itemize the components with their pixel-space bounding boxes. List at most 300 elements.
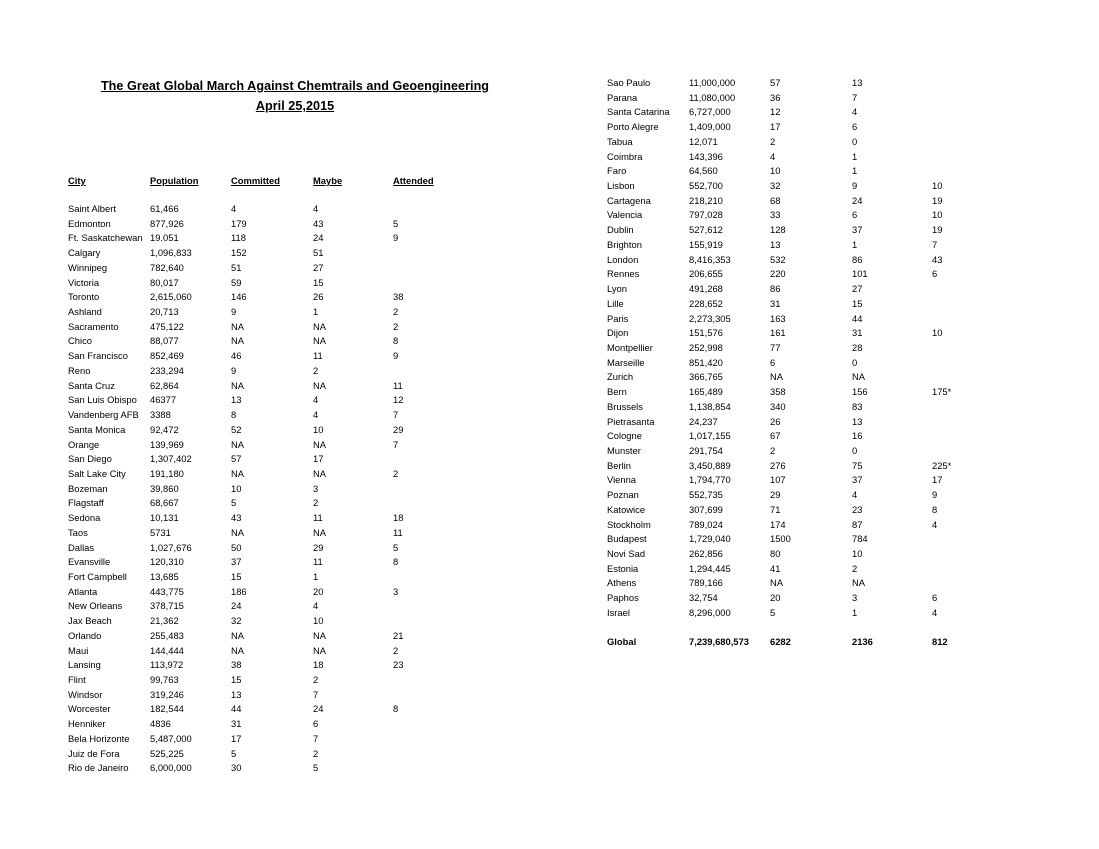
- cell-attended: 10: [932, 327, 943, 339]
- cell-committed: 31: [770, 297, 781, 309]
- cell-committed: 4: [231, 203, 237, 214]
- cell-committed: 52: [231, 423, 242, 435]
- cell-city: Valencia: [607, 209, 643, 221]
- cell-population: 6,727,000: [689, 106, 731, 118]
- cell-committed: 57: [770, 77, 781, 88]
- cell-maybe: 2: [313, 747, 319, 759]
- cell-city: Evansville: [68, 556, 111, 568]
- cell-city: Estonia: [607, 562, 639, 574]
- cell-city: Budapest: [607, 533, 647, 545]
- cell-city: Windsor: [68, 688, 103, 700]
- cell-attended: 2: [393, 467, 399, 479]
- cell-city: Paphos: [607, 592, 639, 604]
- cell-city: Berlin: [607, 459, 631, 471]
- cell-population: 851,420: [689, 356, 723, 368]
- cell-population: 291,754: [689, 444, 723, 456]
- cell-maybe: 5: [313, 762, 319, 774]
- cell-city: Rennes: [607, 268, 640, 280]
- cell-city: Athens: [607, 577, 637, 589]
- cell-population: 46377: [150, 394, 177, 406]
- cell-maybe: 17: [313, 453, 324, 465]
- cell-population: 443,775: [150, 585, 184, 597]
- cell-city: San Francisco: [68, 350, 128, 362]
- cell-population: 182,544: [150, 703, 184, 715]
- cell-committed: NA: [231, 644, 245, 656]
- cell-committed: 30: [231, 762, 242, 774]
- cell-maybe: 11: [313, 556, 323, 568]
- cell-population: 5731: [150, 526, 171, 538]
- cell-committed: 10: [231, 482, 242, 494]
- cell-city: Dublin: [607, 224, 634, 236]
- cell-city: Brussels: [607, 400, 643, 412]
- cell-committed: 57: [231, 453, 242, 465]
- cell-population: 21,362: [150, 615, 179, 627]
- cell-committed: 32: [770, 180, 781, 192]
- cell-population: 797,028: [689, 209, 723, 221]
- cell-population: 10,131: [150, 512, 179, 524]
- cell-committed: 118: [231, 232, 246, 244]
- cell-city: Lyon: [607, 283, 627, 295]
- cell-committed: 146: [231, 291, 247, 303]
- cell-committed: 340: [770, 400, 786, 412]
- cell-attended: 2: [393, 644, 399, 656]
- cell-maybe: 0: [852, 444, 858, 456]
- cell-maybe: 24: [313, 232, 324, 244]
- cell-city: San Diego: [68, 453, 112, 465]
- cell-population: 525,225: [150, 747, 184, 759]
- cell-maybe: 784: [852, 533, 868, 545]
- cell-maybe: 7: [313, 732, 319, 744]
- cell-maybe: 51: [313, 247, 324, 259]
- cell-attended: 7: [932, 238, 938, 250]
- cell-attended: 21: [393, 629, 404, 641]
- cell-attended: 2: [393, 306, 399, 318]
- cell-maybe: 9: [852, 180, 858, 192]
- cell-city: Edmonton: [68, 217, 111, 229]
- cell-committed: 107: [770, 474, 786, 486]
- cell-committed: 44: [231, 703, 242, 715]
- cell-committed: 67: [770, 430, 781, 442]
- cell-committed: 29: [770, 489, 781, 501]
- cell-maybe: NA: [852, 577, 866, 589]
- cell-committed: 5: [770, 606, 776, 618]
- cell-committed: NA: [770, 577, 784, 589]
- cell-committed: 20: [770, 592, 781, 604]
- cell-city: Vandenberg AFB: [68, 409, 139, 421]
- cell-city: Coimbra: [607, 150, 643, 162]
- cell-maybe: 11: [313, 350, 323, 362]
- cell-population: 92,472: [150, 423, 179, 435]
- cell-population: 552,735: [689, 489, 723, 501]
- cell-maybe: 3: [313, 482, 319, 494]
- cell-maybe: 101: [852, 268, 868, 280]
- cell-population: 20,713: [150, 306, 179, 318]
- column-header-committed: Committed: [231, 175, 280, 186]
- cell-committed: 13: [231, 688, 242, 700]
- cell-maybe: 0: [852, 135, 858, 147]
- cell-attended: 17: [932, 474, 943, 486]
- cell-population: 88,077: [150, 335, 179, 347]
- cell-population: 206,655: [689, 268, 723, 280]
- cell-population: 3388: [150, 409, 171, 421]
- cell-population: 1,729,040: [689, 533, 731, 545]
- cell-attended: 10: [932, 180, 943, 192]
- cell-city: Flagstaff: [68, 497, 104, 509]
- page-title: [60, 76, 530, 96]
- cell-committed: 532: [770, 253, 786, 265]
- cell-population: 255,483: [150, 629, 184, 641]
- cell-population: 113,972: [150, 659, 184, 671]
- cell-maybe: NA: [313, 320, 327, 332]
- cell-committed: 43: [231, 512, 242, 524]
- cell-maybe: 1: [852, 238, 858, 250]
- cell-committed: 163: [770, 312, 786, 324]
- cell-population: 191,180: [150, 467, 184, 479]
- cell-attended: 5: [393, 217, 399, 229]
- cell-attended: 7: [393, 409, 399, 421]
- cell-attended: 10: [932, 209, 943, 221]
- cell-population: 8,416,353: [689, 253, 731, 265]
- cell-city: San Luis Obispo: [68, 394, 137, 406]
- cell-committed: 24: [231, 600, 242, 612]
- cell-population: 12,071: [689, 135, 718, 147]
- cell-population: 2,615,060: [150, 291, 192, 303]
- cell-city: Taos: [68, 526, 88, 538]
- cell-committed: 46: [231, 350, 242, 362]
- cell-city: Worcester: [68, 703, 111, 715]
- cell-city: Fort Campbell: [68, 570, 127, 582]
- cell-population: 143,396: [689, 150, 723, 162]
- cell-attended: 23: [393, 659, 404, 671]
- cell-city: Brighton: [607, 238, 642, 250]
- cell-attended: 8: [393, 556, 399, 568]
- cell-city: Poznan: [607, 489, 639, 501]
- cell-committed: 12: [770, 106, 781, 118]
- cell-maybe: NA: [313, 438, 327, 450]
- cell-population: 1,294,445: [689, 562, 731, 574]
- cell-committed: 38: [231, 659, 242, 671]
- cell-city: Sao Paulo: [607, 77, 651, 88]
- cell-committed: 32: [231, 615, 242, 627]
- cell-city: Sedona: [68, 512, 101, 524]
- cell-attended: 12: [393, 394, 404, 406]
- cell-maybe: 37: [852, 474, 863, 486]
- cell-committed: 4: [770, 150, 776, 162]
- cell-population: 475,122: [150, 320, 184, 332]
- cell-maybe: NA: [313, 644, 327, 656]
- cell-city: Lisbon: [607, 180, 635, 192]
- cell-committed: 5: [231, 747, 237, 759]
- cell-city: Santa Cruz: [68, 379, 115, 391]
- cell-attended: 175*: [932, 386, 952, 398]
- cell-maybe: NA: [313, 467, 327, 479]
- cell-population: 11,000,000: [689, 77, 736, 88]
- cell-attended: 9: [393, 350, 399, 362]
- cell-committed: 15: [231, 570, 242, 582]
- cell-population: 1,307,402: [150, 453, 192, 465]
- cell-maybe: 6: [313, 718, 319, 730]
- cell-maybe: 2: [313, 674, 319, 685]
- cell-city: Sacramento: [68, 320, 119, 332]
- cell-maybe: 4: [313, 409, 319, 421]
- cell-city: Toronto: [68, 291, 100, 303]
- cell-committed: 13: [231, 394, 242, 406]
- cell-population: 19.051: [150, 232, 179, 244]
- cell-population: 144,444: [150, 644, 184, 656]
- cell-population: 319,246: [150, 688, 184, 700]
- cell-committed: 41: [770, 562, 781, 574]
- cell-maybe: 75: [852, 459, 863, 471]
- cell-population: 218,210: [689, 194, 723, 206]
- cell-maybe: NA: [313, 526, 327, 538]
- cell-city: Lille: [607, 297, 624, 309]
- cell-maybe: NA: [852, 371, 866, 383]
- cell-committed: 17: [231, 732, 242, 744]
- cell-city: Bela Horizonte: [68, 732, 130, 744]
- cell-population: 68,667: [150, 497, 179, 509]
- cell-population: 262,856: [689, 548, 723, 559]
- column-header-city: City: [68, 175, 86, 186]
- cell-maybe: 43: [313, 217, 324, 229]
- cell-city: Chico: [68, 335, 92, 347]
- cell-committed: 6: [770, 356, 776, 368]
- cell-committed: 2: [770, 135, 776, 147]
- cell-maybe: 2: [313, 364, 319, 376]
- cell-committed: 358: [770, 386, 786, 398]
- cell-city: Montpellier: [607, 341, 653, 353]
- column-header-maybe: Maybe: [313, 175, 343, 186]
- cell-population: 3,450,889: [689, 459, 731, 471]
- cell-committed: 128: [770, 224, 786, 236]
- cell-population: 852,469: [150, 350, 184, 362]
- cell-attended: 29: [393, 423, 404, 435]
- cell-maybe: 3: [852, 592, 858, 604]
- cell-city: Dijon: [607, 327, 629, 339]
- page-subtitle-text: April 25,2015: [255, 99, 335, 113]
- cell-committed: 68: [770, 194, 781, 206]
- cell-population: 877,926: [150, 217, 184, 229]
- cell-city: Porto Alegre: [607, 121, 659, 133]
- cell-maybe: 1: [852, 165, 858, 177]
- cell-attended: 19: [932, 194, 943, 206]
- cell-attended: 3: [393, 585, 399, 597]
- cell-maybe: 4: [852, 106, 858, 118]
- cell-maybe: 7: [852, 91, 858, 103]
- cell-attended: 9: [393, 232, 399, 244]
- cell-maybe: 24: [852, 194, 863, 206]
- page-title-text: The Great Global March Against Chemtrails and Geoengineering: [100, 79, 490, 93]
- cell-maybe: 4: [313, 600, 319, 612]
- cell-committed: 9: [231, 364, 237, 376]
- cell-committed: 1500: [770, 533, 791, 545]
- cell-city: Flint: [68, 674, 86, 685]
- cell-maybe: 87: [852, 518, 863, 530]
- cell-population: 1,027,676: [150, 541, 192, 553]
- cell-population: 2,273,305: [689, 312, 731, 324]
- cell-committed: 36: [770, 91, 781, 103]
- cell-maybe: 13: [852, 415, 863, 427]
- cell-committed: 77: [770, 341, 781, 353]
- cell-city: Stockholm: [607, 518, 651, 530]
- cell-maybe: NA: [313, 629, 327, 641]
- cell-attended: 5: [393, 541, 399, 553]
- cell-attended: 38: [393, 291, 404, 303]
- cell-committed: NA: [231, 526, 245, 538]
- cell-city: Salt Lake City: [68, 467, 126, 479]
- cell-committed: 15: [231, 674, 242, 685]
- cell-maybe: 86: [852, 253, 863, 265]
- cell-city: Rio de Janeiro: [68, 762, 129, 774]
- cell-maybe: 15: [852, 297, 863, 309]
- cell-attended: 2: [393, 320, 399, 332]
- cell-committed: 186: [231, 585, 247, 597]
- cell-city: Zurich: [607, 371, 634, 383]
- cell-city: Marseille: [607, 356, 645, 368]
- cell-maybe: NA: [313, 379, 327, 391]
- cell-city: Atlanta: [68, 585, 98, 597]
- cell-population: 62,864: [150, 379, 179, 391]
- cell-city: Paris: [607, 312, 629, 324]
- cell-committed: 2: [770, 444, 776, 456]
- cell-population: 151,576: [689, 327, 723, 339]
- cell-population: 13,685: [150, 570, 179, 582]
- cell-population: 165,489: [689, 386, 723, 398]
- cell-population: 64,560: [689, 165, 718, 177]
- cell-city: Vienna: [607, 474, 637, 486]
- cell-city: Juiz de Fora: [68, 747, 120, 759]
- cell-city: Katowice: [607, 503, 646, 515]
- cell-maybe: 4: [313, 203, 319, 214]
- cell-committed: 5: [231, 497, 237, 509]
- cell-city: Henniker: [68, 718, 106, 730]
- cell-maybe: 7: [313, 688, 319, 700]
- cell-committed: 33: [770, 209, 781, 221]
- cell-city: New Orleans: [68, 600, 123, 612]
- cell-maybe: 27: [852, 283, 863, 295]
- cell-committed: 51: [231, 261, 242, 273]
- cell-city: Ft. Saskatchewan: [68, 232, 143, 244]
- cell-population: 233,294: [150, 364, 184, 376]
- cell-population: 378,715: [150, 600, 184, 612]
- cell-committed: 220: [770, 268, 786, 280]
- cell-population: 782,640: [150, 261, 184, 273]
- cell-city: Pietrasanta: [607, 415, 655, 427]
- cell-committed: 161: [770, 327, 786, 339]
- cell-committed: NA: [231, 335, 245, 347]
- cell-maybe: 2: [313, 497, 319, 509]
- cell-maybe: 24: [313, 703, 324, 715]
- cell-population: 1,409,000: [689, 121, 731, 133]
- cell-city: Winnipeg: [68, 261, 108, 273]
- cell-city: Maui: [68, 644, 89, 656]
- cell-maybe: 1: [852, 606, 858, 618]
- cell-committed: NA: [770, 371, 784, 383]
- cell-city: Novi Sad: [607, 548, 646, 559]
- cell-city: London: [607, 253, 639, 265]
- cell-population: 155,919: [689, 238, 723, 250]
- cell-city: Saint Albert: [68, 203, 116, 214]
- cell-city: Reno: [68, 364, 91, 376]
- cell-committed: 152: [231, 247, 247, 259]
- cell-attended: 43: [932, 253, 943, 265]
- cell-city: Tabua: [607, 135, 633, 147]
- cell-maybe: 23: [852, 503, 863, 515]
- cell-city: Santa Monica: [68, 423, 126, 435]
- cell-population: 1,017,155: [689, 430, 731, 442]
- cell-attended: 11: [393, 526, 403, 538]
- cell-city: Bozeman: [68, 482, 108, 494]
- total-maybe: 2136: [852, 636, 873, 648]
- cell-city: Jax Beach: [68, 615, 112, 627]
- cell-population: 120,310: [150, 556, 184, 568]
- cell-committed: 31: [231, 718, 242, 730]
- cell-city: Israel: [607, 606, 630, 618]
- cell-attended: 18: [393, 512, 404, 524]
- cell-attended: 225*: [932, 459, 952, 471]
- cell-population: 6,000,000: [150, 762, 192, 774]
- cell-committed: 50: [231, 541, 242, 553]
- cell-maybe: 29: [313, 541, 324, 553]
- cell-maybe: 10: [852, 548, 863, 559]
- cell-city: Cartagena: [607, 194, 651, 206]
- cell-committed: 13: [770, 238, 781, 250]
- cell-committed: NA: [231, 320, 245, 332]
- cell-maybe: 1: [313, 570, 319, 582]
- cell-city: Bern: [607, 386, 627, 398]
- total-attended: 812: [932, 636, 948, 648]
- cell-maybe: 6: [852, 209, 858, 221]
- cell-committed: 179: [231, 217, 247, 229]
- cell-maybe: 37: [852, 224, 863, 236]
- cell-maybe: NA: [313, 335, 327, 347]
- cell-attended: 7: [393, 438, 399, 450]
- cell-population: 552,700: [689, 180, 723, 192]
- column-header-attended: Attended: [393, 175, 434, 186]
- cell-attended: 11: [393, 379, 403, 391]
- cell-population: 527,612: [689, 224, 723, 236]
- cell-population: 11,080,000: [689, 91, 736, 103]
- cell-city: Munster: [607, 444, 641, 456]
- cell-city: Lansing: [68, 659, 101, 671]
- cell-population: 5,487,000: [150, 732, 192, 744]
- cell-maybe: 156: [852, 386, 868, 398]
- cell-committed: 10: [770, 165, 781, 177]
- cell-population: 8,296,000: [689, 606, 731, 618]
- cell-city: Victoria: [68, 276, 100, 288]
- cell-population: 4836: [150, 718, 171, 730]
- cell-population: 1,794,770: [689, 474, 731, 486]
- cell-population: 32,754: [689, 592, 718, 604]
- cell-population: 228,652: [689, 297, 723, 309]
- cell-city: Dallas: [68, 541, 95, 553]
- cell-population: 789,024: [689, 518, 723, 530]
- cell-maybe: 20: [313, 585, 324, 597]
- cell-city: Orlando: [68, 629, 102, 641]
- cell-population: 252,998: [689, 341, 723, 353]
- cell-maybe: 4: [852, 489, 858, 501]
- cell-committed: NA: [231, 629, 245, 641]
- cell-population: 1,096,833: [150, 247, 192, 259]
- cell-population: 99,763: [150, 674, 179, 685]
- cell-city: Faro: [607, 165, 627, 177]
- column-header-population: Population: [150, 175, 199, 186]
- cell-committed: 8: [231, 409, 237, 421]
- cell-committed: 37: [231, 556, 242, 568]
- cell-population: 366,765: [689, 371, 723, 383]
- cell-city: Cologne: [607, 430, 642, 442]
- cell-population: 307,699: [689, 503, 723, 515]
- cell-city: Ashland: [68, 306, 102, 318]
